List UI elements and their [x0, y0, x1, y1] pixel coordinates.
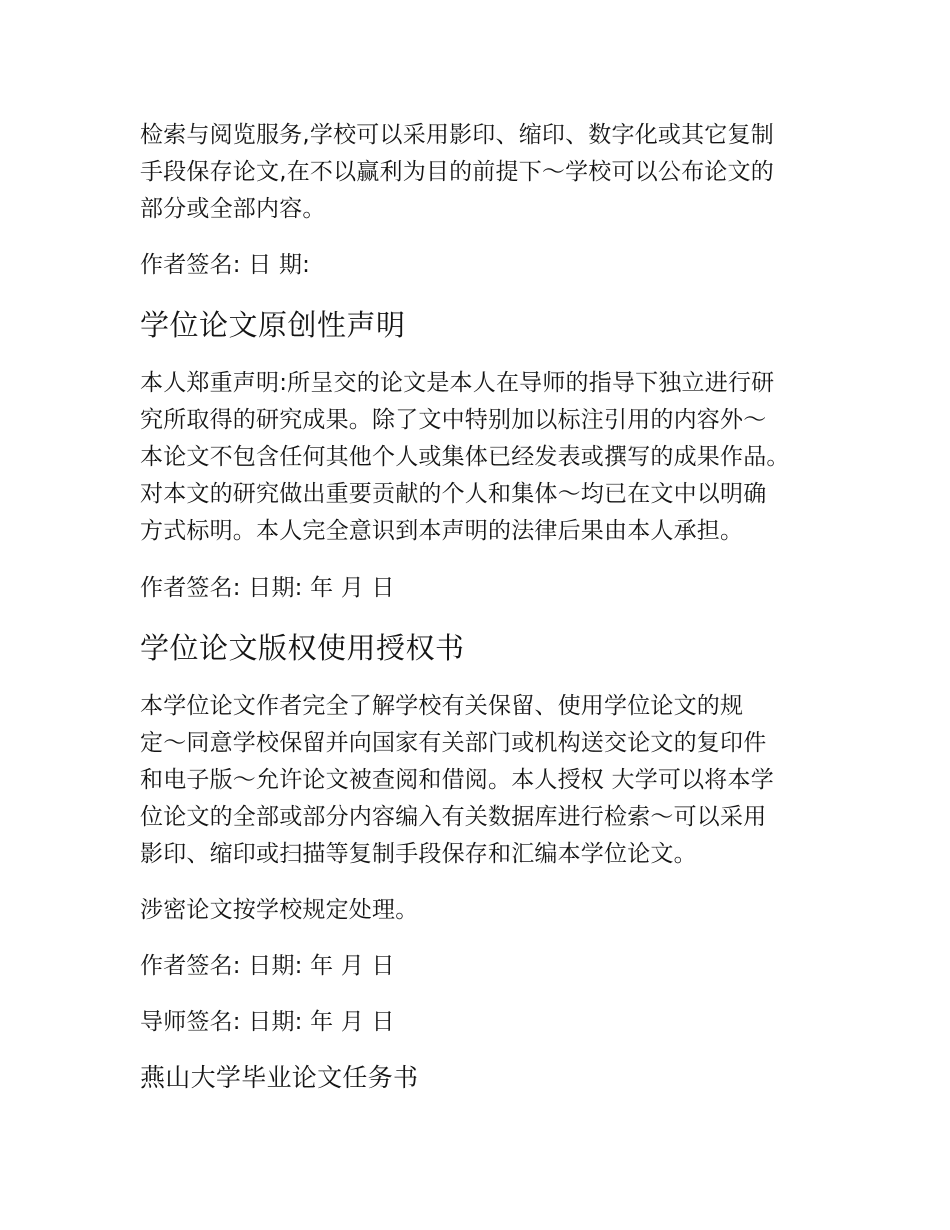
- intro-line-3: 部分或全部内容。: [140, 196, 326, 222]
- intro-line-1: 检索与阅览服务,学校可以采用影印、缩印、数字化或其它复制: [140, 122, 774, 148]
- advisor-signature: 导师签名: 日期: 年 月 日: [140, 1009, 395, 1035]
- originality-signature: 作者签名: 日期: 年 月 日: [140, 575, 395, 601]
- originality-line-1: 本人郑重声明:所呈交的论文是本人在导师的指导下独立进行研: [140, 370, 775, 396]
- intro-line-2: 手段保存论文,在不以赢利为目的前提下～学校可以公布论文的: [140, 159, 774, 185]
- intro-signature: 作者签名: 日 期:: [140, 252, 311, 278]
- copyright-line-2: 定～同意学校保留并向国家有关部门或机构送交论文的复印件: [140, 730, 767, 756]
- task-book-title: 燕山大学毕业论文任务书: [140, 1063, 419, 1092]
- originality-line-3: 本论文不包含任何其他个人或集体已经发表或撰写的成果作品。: [140, 444, 790, 470]
- author-signature: 作者签名: 日期: 年 月 日: [140, 953, 395, 979]
- copyright-line-4: 位论文的全部或部分内容编入有关数据库进行检索～可以采用: [140, 804, 767, 830]
- originality-heading: 学位论文原创性声明: [140, 308, 406, 342]
- copyright-heading: 学位论文版权使用授权书: [140, 631, 465, 665]
- copyright-line-1: 本学位论文作者完全了解学校有关保留、使用学位论文的规: [140, 693, 744, 719]
- copyright-line-3: 和电子版～允许论文被查阅和借阅。本人授权 大学可以将本学: [140, 767, 774, 793]
- originality-line-4: 对本文的研究做出重要贡献的个人和集体～均已在文中以明确: [140, 481, 767, 507]
- originality-line-2: 究所取得的研究成果。除了文中特别加以标注引用的内容外～: [140, 407, 767, 433]
- originality-line-5: 方式标明。本人完全意识到本声明的法律后果由本人承担。: [140, 518, 744, 544]
- confidential-note: 涉密论文按学校规定处理。: [140, 897, 419, 923]
- copyright-line-5: 影印、缩印或扫描等复制手段保存和汇编本学位论文。: [140, 841, 697, 867]
